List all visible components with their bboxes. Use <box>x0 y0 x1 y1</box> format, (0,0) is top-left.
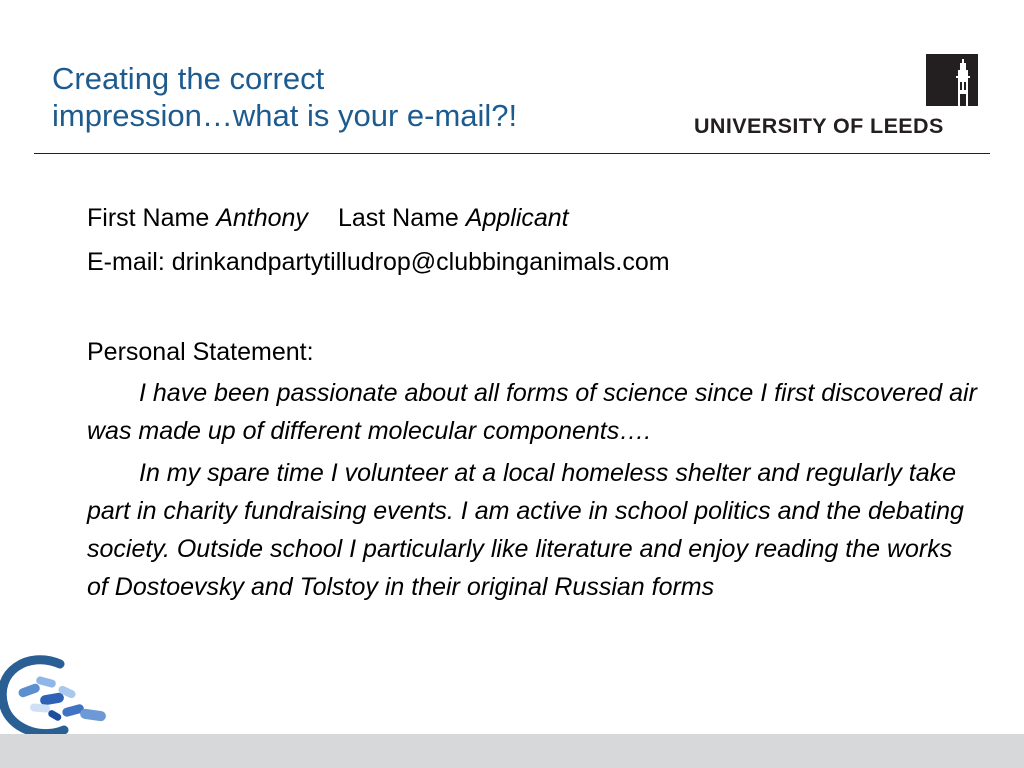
pills-c-logo-icon <box>0 650 112 740</box>
email-line <box>87 240 977 284</box>
university-logo <box>694 54 984 140</box>
leeds-tower-crest-icon <box>926 54 978 106</box>
university-logo-text: UNIVERSITY OF LEEDS <box>694 114 944 138</box>
application-form <box>87 196 977 606</box>
email-label: E-mail: <box>87 248 172 276</box>
statement-paragraph-2 <box>87 454 977 606</box>
slide-title-line-2: impression…what is your e-mail?! <box>52 98 518 133</box>
title-divider <box>34 153 990 154</box>
email-value: drinkandpartytilludrop@clubbinganimals.com <box>171 248 670 276</box>
statement-paragraph-1 <box>87 374 977 450</box>
last-name-label: Last Name <box>337 204 466 232</box>
personal-statement-label: Personal Statement: <box>87 338 314 366</box>
slide-title <box>52 60 672 134</box>
footer-bar <box>0 734 1024 768</box>
statement-paragraph-1-text: I have been passionate about all forms of science since I first discovered air was made up of different molecular components…. <box>87 379 977 445</box>
name-line <box>87 196 977 240</box>
last-name-value: Applicant <box>465 204 569 232</box>
first-name-value: Anthony <box>216 204 308 232</box>
statement-paragraph-2-text: In my spare time I volunteer at a local homeless shelter and regularly take part in charity fundraising events. I am active in school politics and the debating society. Outside school I particularly like literature and enjoy reading the works of Dostoevsky and Tolstoy in their original Russian forms <box>87 459 964 601</box>
first-name-label: First Name <box>87 204 217 232</box>
slide-title-line-1: Creating the correct <box>52 61 325 96</box>
